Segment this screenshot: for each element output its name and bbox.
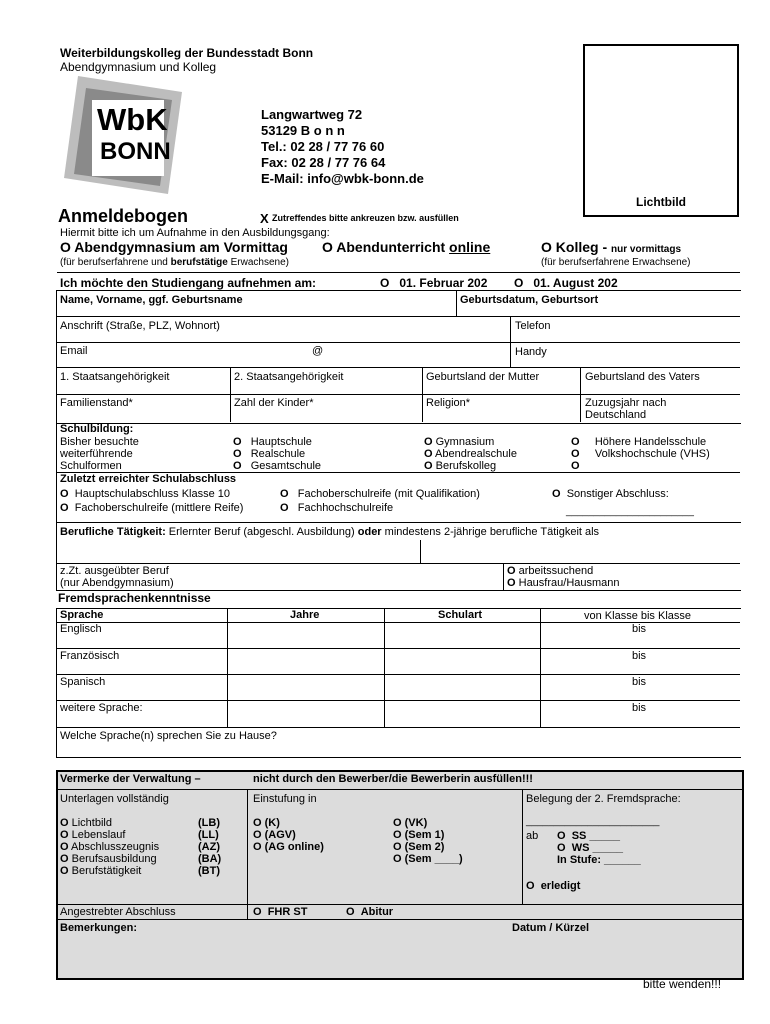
doc-code: (BA) xyxy=(198,853,222,865)
school-option xyxy=(233,436,321,448)
checkbox-circle: O xyxy=(507,565,516,577)
start-label: Ich möchte den Studiengang aufnehmen am: xyxy=(60,276,317,290)
option-label: (VK) xyxy=(404,817,428,829)
grid-line xyxy=(456,290,457,316)
degree-other-line[interactable]: _______________________ xyxy=(566,506,694,517)
school-option xyxy=(571,436,710,448)
lang-row-other[interactable]: weitere Sprache: xyxy=(60,702,143,714)
birthplace-mother-field[interactable]: Geburtsland der Mutter xyxy=(426,371,540,383)
option-label: Kolleg - xyxy=(555,239,608,255)
turn-page-note: bitte wenden!!! xyxy=(643,977,722,991)
job-label-text: Erlernter Beruf (abgeschl. Ausbildung) xyxy=(165,526,358,538)
option-label: (Sem ____) xyxy=(404,853,463,865)
children-field[interactable]: Zahl der Kinder* xyxy=(234,397,314,409)
school-option xyxy=(571,460,710,472)
checkbox-circle: O xyxy=(253,829,262,841)
institution-subtitle: Abendgymnasium und Kolleg xyxy=(60,60,217,74)
grid-line xyxy=(56,367,740,368)
note-text: (für berufserfahrene und xyxy=(60,257,171,268)
school-option xyxy=(233,448,321,460)
school-label-line: Bisher besuchte xyxy=(60,436,139,448)
grid-line xyxy=(420,540,421,563)
option-vormittag[interactable] xyxy=(60,239,288,255)
doc-label: Berufsausbildung xyxy=(71,853,157,865)
checkbox-circle: O xyxy=(507,577,516,589)
wbk-logo xyxy=(64,74,184,196)
lang2-heading: Belegung der 2. Fremdsprache: xyxy=(526,793,681,805)
option-label: Gymnasium xyxy=(435,436,495,448)
doc-label: Abschlusszeugnis xyxy=(71,841,160,853)
col-years: Jahre xyxy=(290,609,320,621)
photo-label: Lichtbild xyxy=(636,195,686,209)
start-august[interactable] xyxy=(514,276,618,290)
option-online[interactable] xyxy=(322,239,490,255)
option-label: Fachoberschulreife (mit Qualifikation) xyxy=(297,488,480,500)
remarks-label[interactable]: Bemerkungen: xyxy=(60,922,138,934)
grid-line xyxy=(56,904,742,905)
school-col-1[interactable] xyxy=(233,436,321,472)
email: E-Mail: info@wbk-bonn.de xyxy=(261,171,424,186)
option-label: Abendrealschule xyxy=(435,448,517,460)
col-language: Sprache xyxy=(60,609,104,621)
target-abitur[interactable] xyxy=(346,906,393,918)
mobile-field[interactable]: Handy xyxy=(515,346,547,358)
grading-left[interactable] xyxy=(253,817,324,853)
school-col-2[interactable] xyxy=(424,436,517,472)
school-col-3[interactable] xyxy=(571,436,710,472)
option-label: Abendunterricht xyxy=(336,239,446,255)
checkbox-circle: O xyxy=(233,460,242,472)
family-status-field[interactable]: Familienstand* xyxy=(60,397,133,409)
bis-label: bis xyxy=(632,650,647,662)
job-option xyxy=(507,565,620,577)
job-label-bold: Berufliche Tätigkeit: xyxy=(60,526,166,538)
option-label: arbeitssuchend xyxy=(518,565,594,577)
option-label: Hauptschulabschluss Klasse 10 xyxy=(74,488,230,500)
checkbox-circle: O xyxy=(322,239,333,255)
move-year-label: Zuzugsjahr nach xyxy=(585,397,667,409)
move-year-label: Deutschland xyxy=(585,409,647,421)
doc-item xyxy=(60,841,230,853)
checkbox-circle: O xyxy=(60,239,71,255)
done-option[interactable] xyxy=(526,880,580,892)
doc-label: Lebenslauf xyxy=(71,829,126,841)
grid-line xyxy=(422,367,423,422)
current-job-label: (nur Abendgymnasium) xyxy=(60,577,174,589)
option-label: (Sem 1) xyxy=(404,829,445,841)
lang2-level xyxy=(557,854,641,866)
grid-line xyxy=(227,608,228,727)
school-option xyxy=(233,460,321,472)
grid-line xyxy=(503,563,504,590)
job-option xyxy=(507,577,620,589)
degree-other[interactable] xyxy=(552,488,669,500)
grid-line xyxy=(56,648,740,649)
job-label-text: mindestens 2-jährige berufliche Tätigkeit als xyxy=(381,526,600,538)
doc-item xyxy=(60,829,230,841)
option-label: Fachoberschulreife (mittlere Reife) xyxy=(74,502,244,514)
nationality-1-field[interactable]: 1. Staatsangehörigkeit xyxy=(60,371,170,383)
school-label xyxy=(60,436,139,472)
instruction-text: Zutreffendes bitte ankreuzen bzw. ausfüllen xyxy=(272,213,459,223)
checkbox-circle: O xyxy=(280,488,289,500)
target-fhr[interactable] xyxy=(253,906,307,918)
grading-option xyxy=(253,829,324,841)
option-label: Hausfrau/Hausmann xyxy=(518,577,620,589)
checkbox-circle: O xyxy=(60,829,69,841)
option-label: (K) xyxy=(264,817,280,829)
doc-item xyxy=(60,853,230,865)
doc-item xyxy=(60,865,230,877)
checkbox-circle: O xyxy=(557,830,566,842)
option-label: erledigt xyxy=(540,880,581,892)
email-at-sign: @ xyxy=(312,345,324,357)
option-label: Höhere Handelsschule xyxy=(594,436,707,448)
level-label: In Stufe: ______ xyxy=(557,854,641,866)
logo-text-wbk: WbK xyxy=(97,102,168,137)
option-label: WS _____ xyxy=(571,842,624,854)
option-label: Berufskolleg xyxy=(435,460,497,472)
job-label-oder: oder xyxy=(357,526,382,538)
degree-hauptschule[interactable] xyxy=(60,488,230,500)
lang2-option xyxy=(557,842,641,854)
grid-line xyxy=(510,316,511,367)
grading-option xyxy=(393,841,463,853)
option-label: 01. August 202 xyxy=(533,276,618,290)
grid-line xyxy=(56,342,740,343)
bis-label: bis xyxy=(632,702,647,714)
languages-heading: Fremdsprachenkenntnisse xyxy=(58,591,211,605)
fax: Fax: 02 28 / 77 76 64 xyxy=(261,155,386,170)
job-label xyxy=(60,526,599,538)
checkbox-circle: O xyxy=(541,239,552,255)
checkbox-circle: O xyxy=(526,880,535,892)
checkbox-circle: O xyxy=(514,276,524,290)
lang2-line[interactable]: ________________________ xyxy=(526,816,660,827)
form-title: Anmeldebogen xyxy=(58,206,189,226)
checkbox-circle: O xyxy=(253,841,262,853)
school-option xyxy=(424,460,517,472)
checkbox-circle: O xyxy=(393,853,402,865)
checkbox-circle: O xyxy=(60,502,69,514)
doc-code: (BT) xyxy=(198,865,220,877)
option-label: Abendgymnasium am Vormittag xyxy=(74,239,288,255)
checkbox-circle: O xyxy=(393,817,402,829)
lang-row-french[interactable]: Französisch xyxy=(60,650,120,662)
instruction-x: X xyxy=(260,211,269,226)
checkbox-circle: O xyxy=(424,448,433,460)
checkbox-circle: O xyxy=(60,865,69,877)
home-language-field[interactable]: Welche Sprache(n) sprechen Sie zu Hause? xyxy=(60,730,277,742)
checkbox-circle: O xyxy=(346,906,355,918)
option-label: Gesamtschule xyxy=(250,460,322,472)
address-street: Langwartweg 72 xyxy=(261,107,363,122)
institution-name: Weiterbildungskolleg der Bundesstadt Bonn xyxy=(60,46,314,60)
checkbox-circle: O xyxy=(552,488,561,500)
docs-heading: Unterlagen vollständig xyxy=(60,793,169,805)
checkbox-circle: O xyxy=(571,460,580,472)
checkbox-circle: O xyxy=(557,842,566,854)
checkbox-circle: O xyxy=(233,448,242,460)
checkbox-circle: O xyxy=(60,853,69,865)
checkbox-circle: O xyxy=(233,436,242,448)
grid-line xyxy=(56,394,740,395)
school-option xyxy=(424,436,517,448)
doc-code: (LL) xyxy=(198,829,219,841)
divider xyxy=(57,272,740,273)
religion-field[interactable]: Religion* xyxy=(426,397,471,409)
option-label: Volkshochschule (VHS) xyxy=(594,448,710,460)
date-label[interactable]: Datum / Kürzel xyxy=(512,922,590,934)
job-status-options[interactable] xyxy=(507,565,620,589)
address-field[interactable]: Anschrift (Straße, PLZ, Wohnort) xyxy=(60,320,220,332)
school-option xyxy=(571,448,710,460)
note-left xyxy=(60,257,289,268)
grid-line xyxy=(56,700,740,701)
admin-heading: Vermerke der Verwaltung – xyxy=(60,773,201,785)
checkbox-circle: O xyxy=(424,436,433,448)
checkbox-circle: O xyxy=(60,488,69,500)
lang-row-english[interactable]: Englisch xyxy=(60,623,102,635)
note-bold: berufstätige xyxy=(170,257,228,268)
checkbox-circle: O xyxy=(571,448,580,460)
move-year-field[interactable] xyxy=(585,397,666,421)
option-label: (AG online) xyxy=(264,841,324,853)
grading-option xyxy=(253,841,324,853)
school-label-line: weiterführende xyxy=(60,448,133,460)
grid-line xyxy=(56,563,740,564)
admin-warning: nicht durch den Bewerber/die Bewerberin ausfüllen!!! xyxy=(253,773,533,785)
phone: Tel.: 02 28 / 77 76 60 xyxy=(261,139,385,154)
grading-option xyxy=(393,853,463,865)
grid-line xyxy=(540,608,541,727)
grid-line xyxy=(247,789,248,919)
birthplace-father-field[interactable]: Geburtsland des Vaters xyxy=(585,371,700,383)
checkbox-circle: O xyxy=(60,817,69,829)
option-label: 01. Februar 202 xyxy=(399,276,488,290)
school-heading: Schulbildung: xyxy=(60,423,134,435)
birth-field[interactable]: Geburtsdatum, Geburtsort xyxy=(460,294,599,306)
option-label: (Sem 2) xyxy=(404,841,445,853)
school-label-line: Schulformen xyxy=(60,460,122,472)
option-label: Abitur xyxy=(360,906,394,918)
logo-text-bonn: BONN xyxy=(100,138,171,165)
target-label: Angestrebter Abschluss xyxy=(60,906,176,918)
grid-line xyxy=(522,789,523,904)
checkbox-circle: O xyxy=(571,436,580,448)
nationality-2-field[interactable]: 2. Staatsangehörigkeit xyxy=(234,371,344,383)
bis-label: bis xyxy=(632,676,647,688)
option-kolleg[interactable] xyxy=(541,239,681,255)
name-field[interactable]: Name, Vorname, ggf. Geburtsname xyxy=(60,294,243,306)
lang2-options[interactable] xyxy=(557,830,641,866)
current-job-field[interactable] xyxy=(60,565,174,589)
checkbox-circle: O xyxy=(380,276,390,290)
grading-option xyxy=(393,817,463,829)
current-job-label: z.Zt. ausgeübter Beruf xyxy=(60,565,169,577)
checkbox-circle: O xyxy=(60,841,69,853)
col-class: von Klasse bis Klasse xyxy=(584,610,691,622)
grid-line xyxy=(230,367,231,422)
grading-option xyxy=(393,829,463,841)
grid-line xyxy=(580,367,581,422)
doc-label: Lichtbild xyxy=(71,817,112,829)
option-label: Fachhochschulreife xyxy=(297,502,394,514)
lang2-ab: ab xyxy=(526,830,539,842)
option-label: Sonstiger Abschluss: xyxy=(566,488,669,500)
doc-item xyxy=(60,817,230,829)
option-kolleg-note: nur vormittags xyxy=(611,244,682,255)
option-label: FHR ST xyxy=(267,906,308,918)
doc-code: (AZ) xyxy=(198,841,220,853)
lang-row-spanish[interactable]: Spanisch xyxy=(60,676,106,688)
doc-label: Berufstätigkeit xyxy=(71,865,142,877)
col-school: Schulart xyxy=(438,609,483,621)
lang2-option xyxy=(557,830,641,842)
phone-field[interactable]: Telefon xyxy=(515,320,551,332)
grid-line xyxy=(56,674,740,675)
grid-line xyxy=(56,919,742,920)
degree-fhr[interactable] xyxy=(280,502,393,514)
option-online-word: online xyxy=(449,239,491,255)
note-right: (für berufserfahrene Erwachsene) xyxy=(541,257,691,268)
doc-code: (LB) xyxy=(198,817,220,829)
bis-label: bis xyxy=(632,623,647,635)
checkbox-circle: O xyxy=(253,906,262,918)
option-label: Hauptschule xyxy=(250,436,312,448)
degree-heading: Zuletzt erreichter Schulabschluss xyxy=(60,473,237,485)
option-label: SS _____ xyxy=(571,830,621,842)
checkbox-circle: O xyxy=(393,829,402,841)
grid-line xyxy=(56,727,740,728)
degree-fos-middle[interactable] xyxy=(60,502,243,514)
checkbox-circle: O xyxy=(280,502,289,514)
option-label: (AGV) xyxy=(264,829,296,841)
email-field[interactable]: Email xyxy=(60,345,88,357)
degree-fos-qualified[interactable] xyxy=(280,488,480,500)
photo-box[interactable] xyxy=(583,44,739,217)
grid-line xyxy=(56,789,742,790)
note-text: Erwachsene) xyxy=(227,257,289,268)
docs-list[interactable] xyxy=(60,817,230,877)
grid-line xyxy=(56,316,740,317)
school-option xyxy=(424,448,517,460)
grading-right[interactable] xyxy=(393,817,463,865)
option-label: Realschule xyxy=(250,448,306,460)
contact-block xyxy=(261,107,424,187)
checkbox-circle: O xyxy=(393,841,402,853)
checkbox-circle: O xyxy=(253,817,262,829)
grading-option xyxy=(253,817,324,829)
grid-line xyxy=(384,608,385,727)
grading-heading: Einstufung in xyxy=(253,793,317,805)
request-text: Hiermit bitte ich um Aufnahme in den Ausbildungsgang: xyxy=(60,227,330,239)
start-february[interactable] xyxy=(380,276,487,290)
checkbox-circle: O xyxy=(424,460,433,472)
address-city: 53129 B o n n xyxy=(261,123,345,138)
